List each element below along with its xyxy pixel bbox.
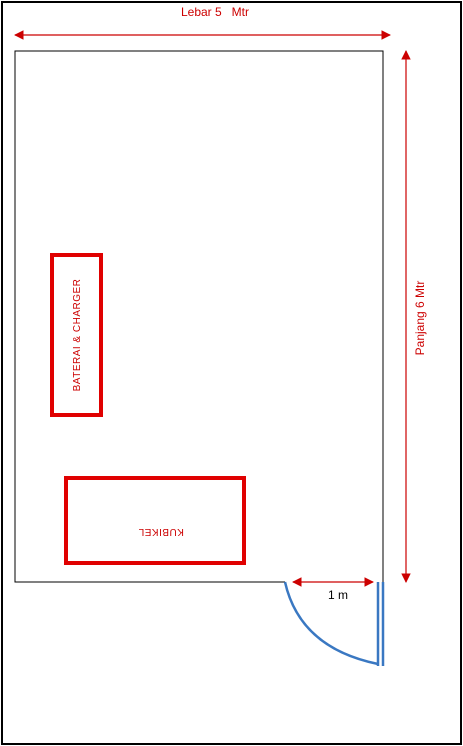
cubicle-label: KUBIKEL — [138, 526, 184, 537]
width-dimension-label: Lebar 5 Mtr — [180, 5, 250, 19]
length-dimension-label: Panjang 6 Mtr — [413, 280, 427, 356]
room-wall — [15, 51, 383, 582]
door-width-label: 1 m — [327, 588, 349, 602]
cubicle-box — [66, 478, 244, 563]
battery-charger-label: BATERAI & CHARGER — [72, 278, 83, 392]
page-frame — [2, 2, 461, 744]
